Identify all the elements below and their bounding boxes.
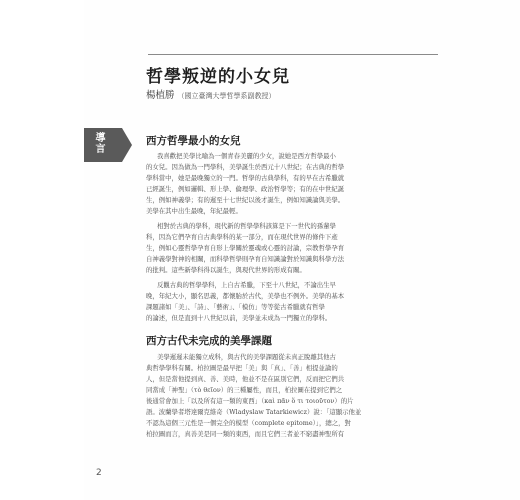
top-rule bbox=[148, 54, 438, 55]
paragraph-3 bbox=[146, 280, 440, 324]
section-heading-1: 西方哲學最小的女兒 bbox=[146, 135, 241, 147]
text-line: 人，但是當他提到真、善、美時，他並不是在區別它們，反而把它們共 bbox=[146, 375, 345, 383]
text-line: 生，例如心靈哲學孕育自形上學關於靈魂或心靈的討論，宗教哲學孕育 bbox=[146, 244, 345, 252]
paragraph-4 bbox=[146, 352, 440, 440]
text-line: 已經誕生，例如邏輯、形上學、倫理學、政治哲學等；有的在中世紀誕 bbox=[146, 185, 345, 193]
text-line: 的批判。這些新學科得以誕生，與現代世界的形成有關。 bbox=[146, 266, 306, 274]
text-line: 典哲學學科有關。柏拉圖是最早把「美」與「真」、「善」相提並論的 bbox=[146, 364, 338, 372]
text-line: 反觀古典的哲學學科，上自古希臘，下至十八世紀，不論出生早 bbox=[157, 281, 336, 289]
text-line: 的女兒。因為做為一門學科，美學誕生於西元十八世紀；在古典的哲學 bbox=[146, 163, 345, 171]
text-line: 後通常會加上「以及所有這一類的東西」（καὶ πᾶν ὅ τι τοιοῦτον）的片 bbox=[146, 397, 354, 405]
text-line: 自神義學對神的相關，而科學哲學則孕育自知識論對於知識與科學方法 bbox=[146, 255, 345, 263]
text-line: 語。波蘭學者塔達爾克維奇（Wladyslaw Tatarkiewicz）說：「這顯示他並 bbox=[146, 408, 362, 416]
text-line: 不認為這個三元性是一個完全的模型（complete epitome）」，總之，對 bbox=[146, 419, 351, 427]
author-affiliation: （國立臺灣大學哲學系副教授） bbox=[177, 92, 276, 100]
chapter-title: 哲學叛逆的小女兒 bbox=[146, 67, 290, 87]
paragraph-1 bbox=[146, 151, 440, 217]
text-line: 同當成「神聖」（τὸ θεῖον）的三種屬性，而且，柏拉圖在提到它們之 bbox=[146, 386, 343, 394]
text-line: 課題諸如「美」、「詩」、「藝術」、「模仿」等等從古希臘就有哲學 bbox=[146, 303, 325, 311]
text-line: 晚，年紀大小，顯名思義，都懷胎於古代，美學也不例外。美學的基本 bbox=[146, 292, 345, 300]
page-number: 2 bbox=[96, 468, 102, 478]
text-line: 柏拉圖而言，真善美是同一類的東西，而且它們三者並不窮盡神聖所有 bbox=[146, 430, 345, 438]
text-line: 學科當中，她是最晚獨立的一門。哲學的古典學科，有的早在古希臘就 bbox=[146, 174, 345, 182]
paragraph-2 bbox=[146, 221, 440, 276]
text-line: 相對於古典的學科，現代新的哲學學科該算是下一世代的孫輩學 bbox=[157, 222, 336, 230]
side-tab-arrow bbox=[122, 128, 132, 162]
text-line: 我喜歡把美學比喻為一個青春美麗的少女，說她是西方哲學最小 bbox=[157, 152, 336, 160]
text-line: 美學遲遲未能獨立成科，與古代的美學課題從未真正脫離其他古 bbox=[157, 353, 336, 361]
author-name: 楊植勝 bbox=[146, 90, 175, 101]
text-line: 科，因為它們孕育自古典學科的某一部分，而在現代世界的條件下產 bbox=[146, 233, 338, 241]
text-line: 的論述，但是直到十八世紀以前，美學並未成為一門獨立的學科。 bbox=[146, 314, 332, 322]
text-line: 生，例如神義學；有的遲至十七世紀以後才誕生，例如知識論與美學。 bbox=[146, 196, 345, 204]
section-heading-2: 西方古代未完成的美學課題 bbox=[146, 335, 272, 347]
side-tab-label: 導言 bbox=[93, 132, 104, 154]
author-line bbox=[146, 87, 276, 101]
text-line: 美學在其中出生最晚，年紀最輕。 bbox=[146, 207, 242, 215]
